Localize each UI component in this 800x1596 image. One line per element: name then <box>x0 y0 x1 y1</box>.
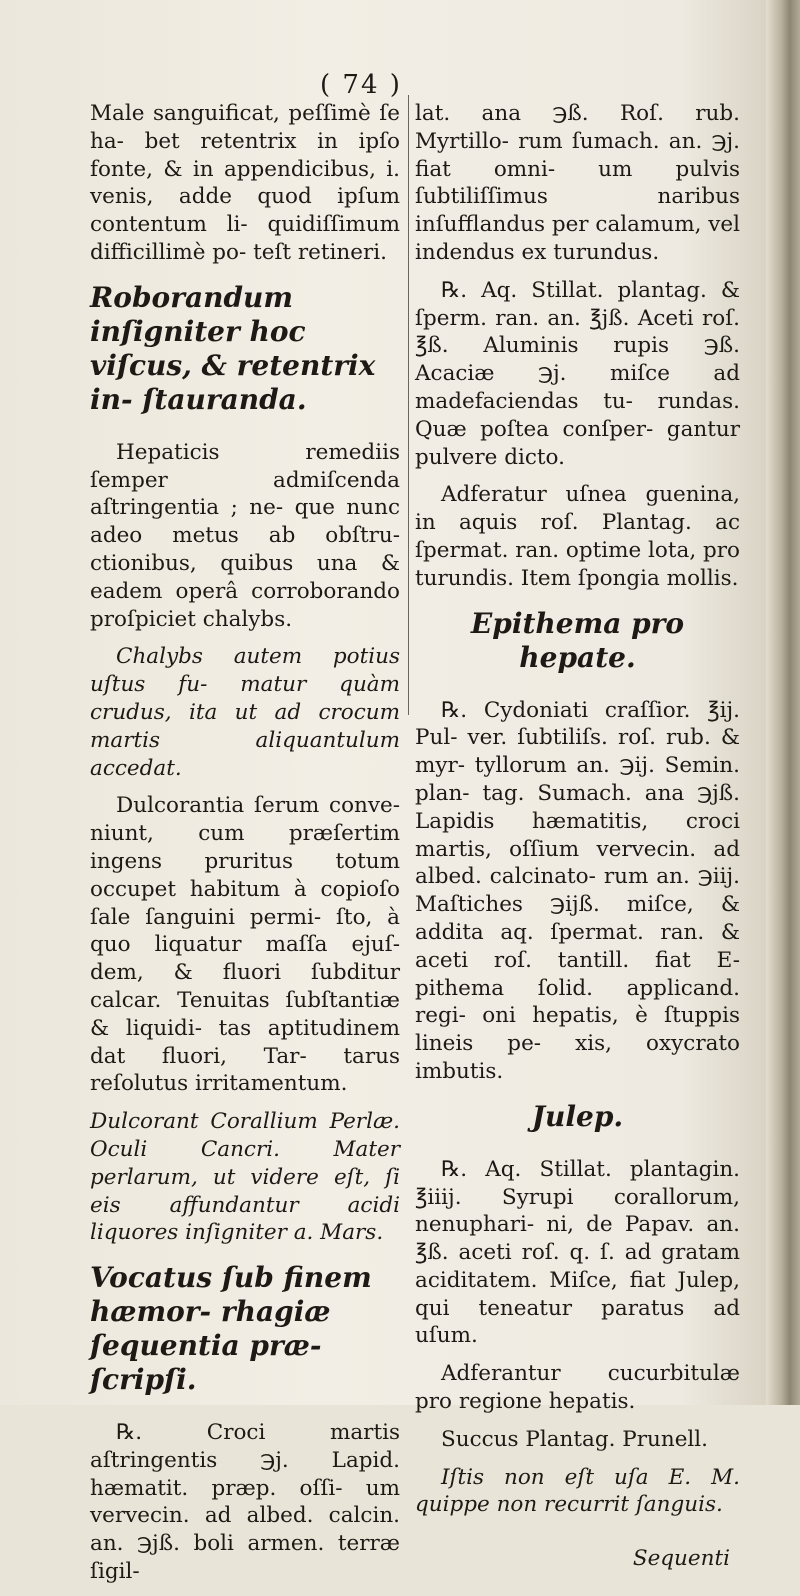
left-column <box>90 100 400 1596</box>
paragraph: Adferantur cucurbitulæ pro regione hepatis. <box>415 1361 740 1415</box>
italic-note: Dulcorant Corallium Perlæ. Oculi Cancri. Mater perlarum, ut videre eſt, ſi eis affundantur acidi liquores inſigniter a. Mars. <box>90 1109 400 1246</box>
paragraph: Adferatur uſnea guenina, in aquis roſ. Plantag. ac ſpermat. ran. optime lota, pro turundis. Item ſpongia mollis. <box>415 482 740 591</box>
section-heading: Vocatus ſub finem hæmor- rhagiæ ſequentia præ- ſcripſi. <box>90 1261 372 1397</box>
catchword: Sequenti <box>632 1546 730 1572</box>
italic-note: Chalybs autem potius uſtus fu- matur quàm crudus, ita ut ad crocum martis aliquantulum accedat. <box>90 644 400 781</box>
recipe-paragraph: ℞. Aq. Stillat. plantagin. ℥iiij. Syrupi corallorum, nenuphari- ni, de Papav. an. ℥ß. aceti roſ. q. ſ. ad gratam aciditatem. Miſce, fiat Julep, qui teneatur paratus ad uſum. <box>415 1156 740 1349</box>
recipe-paragraph: ℞. Cydoniati craſſior. ℥ij. Pul- ver. ſubtiliſs. roſ. rub. & myr- tyllorum an. ℈ij. Semin. plan- tag. Sumach. ana ℈jß. Lapidis hæmatitis, croci martis, oſſium vervecin. ad albed. calcinato- rum an. ℈iij. Maſtiches ℈ijß. miſce, & addita aq. ſpermat. ran. & aceti roſ. tantill. fiat E- pithema ſolid. applicand. regi- oni hepatis, è ſtuppis lineis pe- xis, oxycrato imbutis. <box>415 697 740 1084</box>
page-edge-shadow <box>766 0 800 1405</box>
right-column <box>415 100 740 1583</box>
italic-note: Iſtis non eſt uſa E. M. quippe non recurrit ſanguis. <box>415 1464 740 1518</box>
paragraph: Dulcorantia ſerum conve- niunt, cum præſertim ingens pruritus totum occupet habitum à copioſo ſale ſanguini permi- ſto, à quo liquatur maſſa ejuſ- dem, & fluori ſubditur calcar. Tenuitas ſubſtantiæ & liquidi- tas aptitudinem dat fluori, Tar- tarus reſolutus irritamentum. <box>90 793 400 1097</box>
section-heading: Roborandum inſigniter hoc viſcus, & retentrix in- ſtauranda. <box>90 280 376 416</box>
section-heading-epithema: Epithema pro hepate. <box>470 606 685 674</box>
recipe-paragraph: ℞. Aq. Stillat. plantag. & ſperm. ran. an. ℥jß. Aceti roſ. ℥ß. Aluminis rupis ℈ß. Acaciæ ℈j. miſce ad madefaciendas tu- rundas. Quæ poſtea conſper- gantur pulvere dicto. <box>415 277 740 470</box>
column-divider <box>408 95 409 715</box>
section-heading-julep: Julep. <box>531 1099 624 1133</box>
page-number: ( 74 ) <box>320 70 402 100</box>
paragraph: lat. ana ℈ß. Roſ. rub. Myrtillo- rum ſumach. an. ℈j. fiat omni- um pulvis ſubtiliſſimus naribus inſufflandus per calamum, vel indendus ex turundus. <box>415 101 741 265</box>
paragraph: Succus Plantag. Prunell. <box>441 1426 709 1452</box>
paragraph: Hepaticis remediis ſemper admiſcenda aſtringentia ; ne- que nunc adeo metus ab obſtru- ctionibus, quibus una & eadem operâ corroborando proſpiciet chalybs. <box>90 439 400 632</box>
recipe-paragraph: ℞. Croci martis aſtringentis ℈j. Lapid. hæmatit. præp. oſſi- um vervecin. ad albed. calcin. an. ℈jß. boli armen. terræ ſigil- <box>90 1420 400 1585</box>
paragraph: Male sanguificat, peſſimè ſe ha- bet retentrix in ipſo fonte, & in appendicibus, i. venis, adde quod ipſum contentum li- quidiſſimum difficillimè po- teſt retineri. <box>90 101 400 265</box>
